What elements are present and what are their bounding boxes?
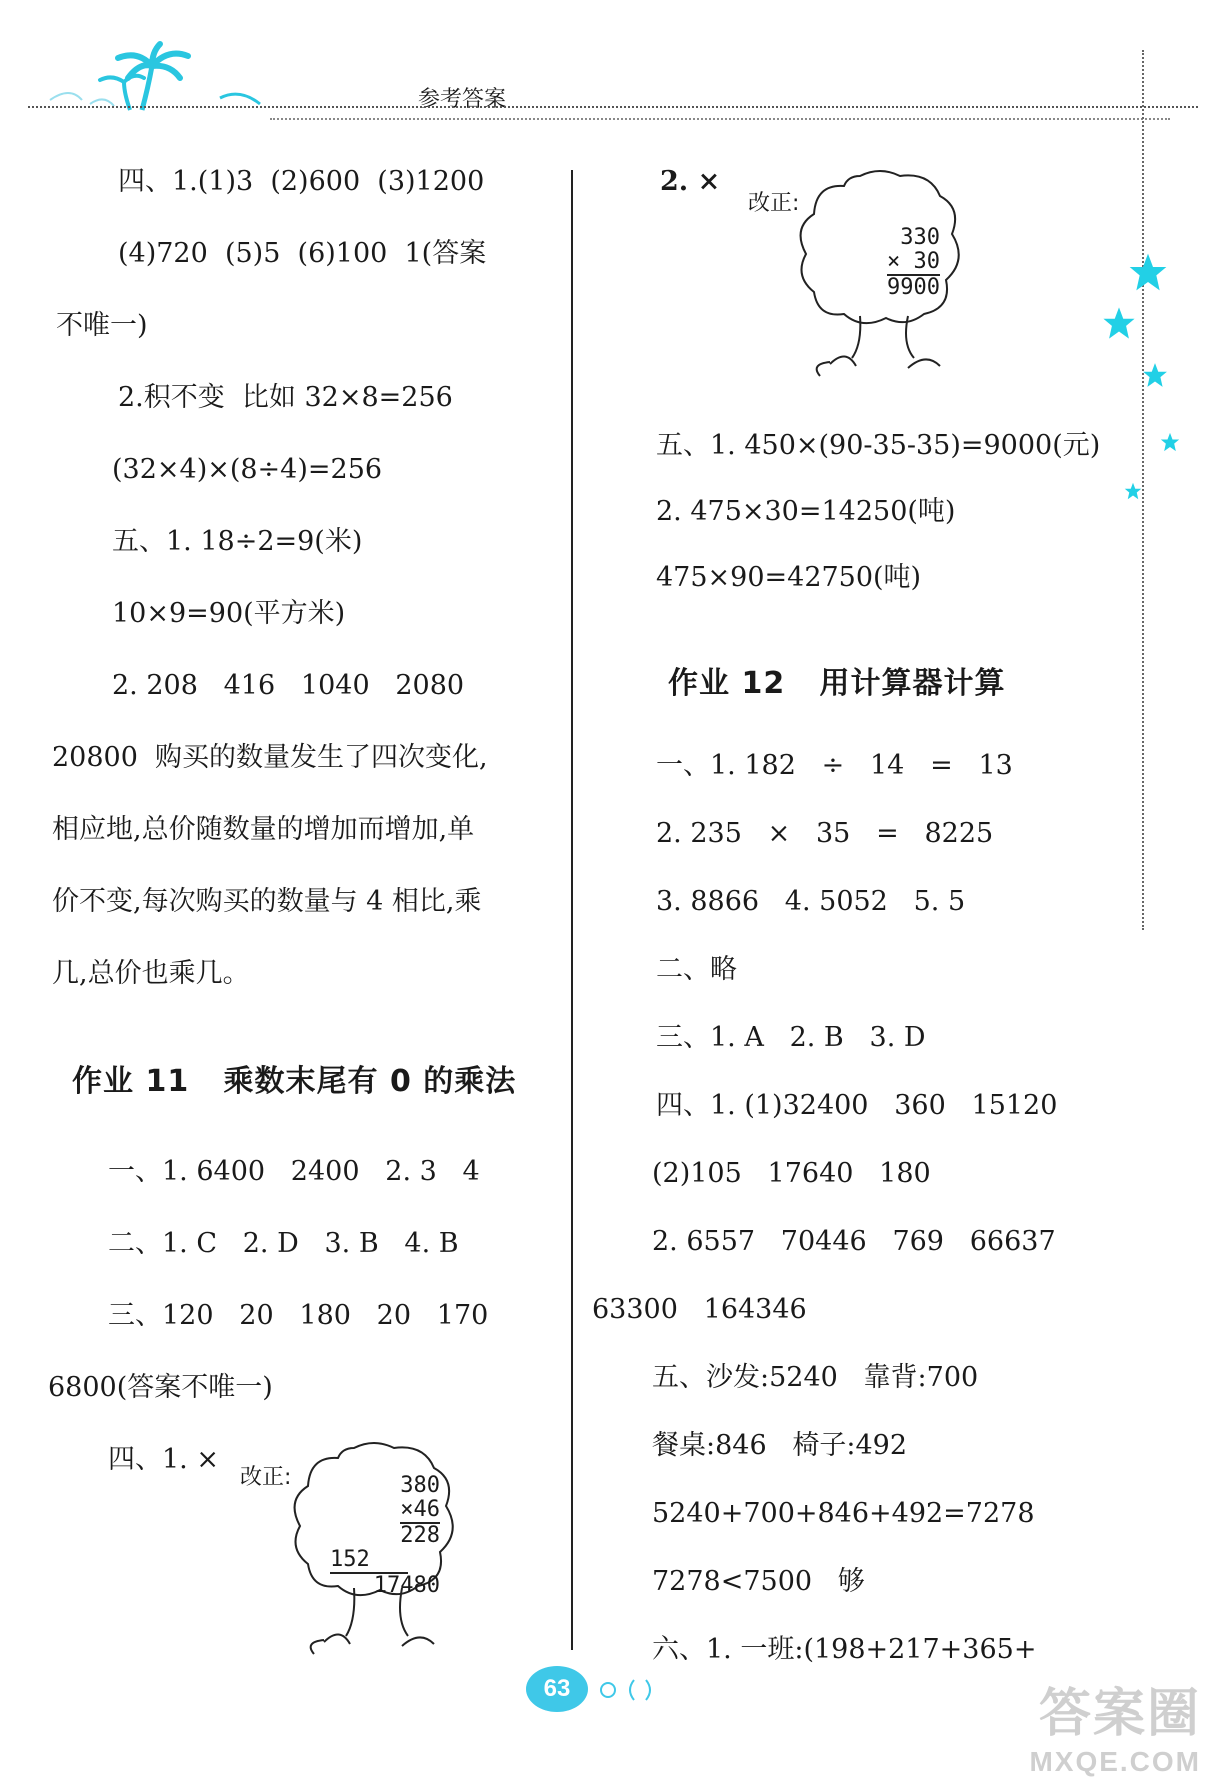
header-title: 参考答案 — [418, 87, 507, 112]
right-line-15: 5240+700+846+492=7278 — [652, 1498, 1035, 1529]
correction-calculation-right — [840, 226, 940, 300]
right-line-5: 2. 235 × 35 = 8225 — [656, 818, 994, 849]
right-line-6: 3. 8866 4. 5052 5. 5 — [656, 886, 966, 917]
correction-calculation — [330, 1474, 440, 1598]
right-line-11: 2. 6557 70446 769 66637 — [652, 1226, 1056, 1257]
calc-row: 17480 — [373, 1573, 440, 1598]
left-line-2: (4)720 (5)5 (6)100 1(答案 — [118, 238, 487, 269]
star-icon — [1128, 252, 1168, 292]
left-line-8: 2. 208 416 1040 2080 — [112, 670, 465, 701]
right-line-12: 63300 164346 — [592, 1294, 807, 1325]
left-line-9: 20800 购买的数量发生了四次变化, — [52, 742, 488, 773]
correction-label: 改正: — [240, 1465, 292, 1490]
calc-row: 228 — [400, 1523, 440, 1548]
left-line-5: (32×4)×(8÷4)=256 — [112, 454, 383, 485]
left-line-15: 三、120 20 180 20 170 — [108, 1300, 489, 1331]
left-line-4: 2.积不变 比如 32×8=256 — [118, 382, 453, 413]
correction-label-right: 改正: — [748, 191, 800, 216]
left-line-17: 四、1. × — [108, 1444, 219, 1475]
star-icon — [1124, 482, 1142, 500]
left-line-10: 相应地,总价随数量的增加而增加,单 — [52, 814, 475, 845]
page-number: 63 — [526, 1666, 588, 1712]
right-line-13: 五、沙发:5240 靠背:700 — [652, 1362, 979, 1393]
calc-row: 9900 — [887, 275, 940, 300]
calc-row — [330, 1498, 440, 1524]
right-line-8: 三、1. A 2. B 3. D — [656, 1022, 926, 1053]
right-line-16: 7278<7500 够 — [652, 1566, 865, 1597]
right-line-9: 四、1. (1)32400 360 15120 — [656, 1090, 1058, 1121]
header-divider-2 — [270, 118, 1170, 120]
left-line-12: 几,总价也乘几。 — [52, 958, 250, 989]
watermark-url: MXQE.COM — [1029, 1746, 1201, 1777]
calc-row-underlined: 152 — [330, 1548, 408, 1574]
right-line-0: 2. × — [660, 166, 721, 197]
watermark-logo: 答案圈 — [1038, 1685, 1201, 1743]
right-line-2: 2. 475×30=14250(吨) — [656, 496, 956, 527]
left-line-3: 不唯一) — [56, 310, 148, 341]
right-line-10: (2)105 17640 180 — [652, 1158, 931, 1189]
decorative-circles-icon — [594, 1676, 664, 1704]
left-line-14: 二、1. C 2. D 3. B 4. B — [108, 1228, 459, 1259]
right-line-17: 六、1. 一班:(198+217+365+ — [652, 1634, 1037, 1665]
right-line-7: 二、略 — [656, 954, 737, 985]
section-heading-12: 作业 12 用计算器计算 — [668, 666, 1006, 701]
calc-row: 330 — [900, 225, 940, 250]
left-line-6: 五、1. 18÷2=9(米) — [112, 526, 363, 557]
star-icon — [1142, 362, 1168, 388]
right-line-3: 475×90=42750(吨) — [656, 562, 922, 593]
column-divider — [571, 170, 573, 1650]
right-line-4: 一、1. 182 ÷ 14 = 13 — [656, 750, 1013, 781]
left-line-13: 一、1. 6400 2400 2. 3 4 — [108, 1156, 480, 1187]
left-line-7: 10×9=90(平方米) — [112, 598, 346, 629]
left-line-16: 6800(答案不唯一) — [48, 1372, 273, 1403]
star-icon — [1160, 432, 1180, 452]
right-line-1: 五、1. 450×(90-35-35)=9000(元) — [656, 430, 1101, 461]
watermark — [1029, 1671, 1201, 1778]
calc-row — [330, 1548, 440, 1574]
calc-row-underlined: × 30 — [887, 249, 940, 274]
star-icon — [1102, 306, 1136, 340]
section-heading-11: 作业 11 乘数末尾有 0 的乘法 — [72, 1064, 517, 1099]
right-margin-divider — [1142, 50, 1144, 930]
right-line-14: 餐桌:846 椅子:492 — [652, 1430, 908, 1461]
header-divider — [28, 106, 1198, 108]
left-line-1: 四、1.(1)3 (2)600 (3)1200 — [118, 166, 485, 197]
calc-row — [840, 250, 940, 276]
calc-row: 380 — [400, 1473, 440, 1498]
calc-row-underlined: ×46 — [400, 1497, 440, 1522]
left-line-11: 价不变,每次购买的数量与 4 相比,乘 — [52, 886, 482, 917]
